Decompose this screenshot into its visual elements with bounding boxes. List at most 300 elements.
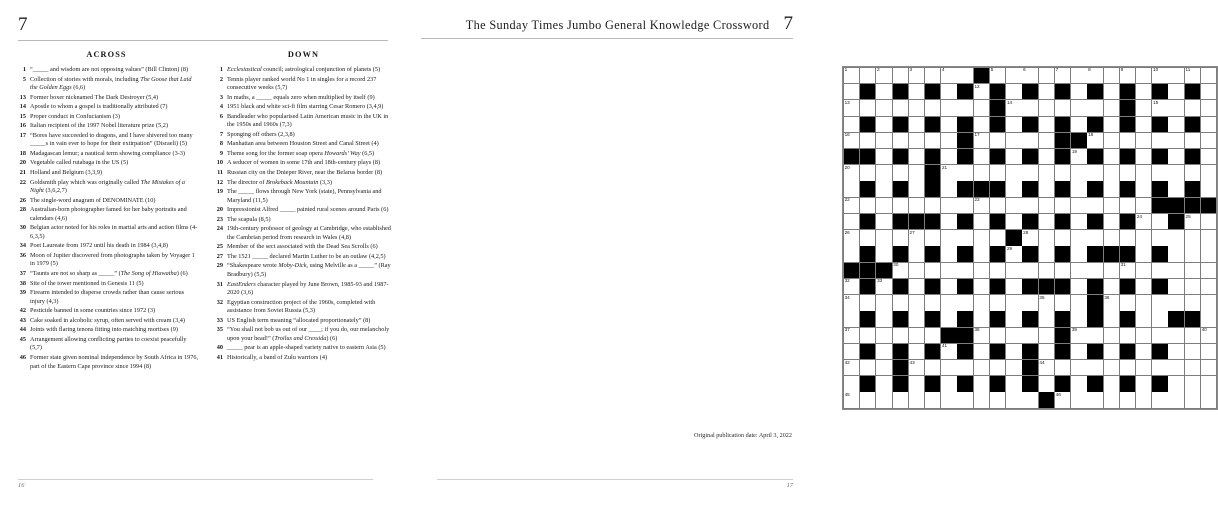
grid-letter-cell[interactable] — [1201, 133, 1216, 148]
grid-letter-cell[interactable] — [1201, 344, 1216, 359]
grid-letter-cell[interactable] — [909, 133, 924, 148]
grid-letter-cell[interactable] — [941, 392, 956, 407]
grid-letter-cell[interactable] — [893, 230, 908, 245]
grid-letter-cell[interactable] — [1104, 100, 1119, 115]
grid-letter-cell[interactable] — [844, 214, 859, 229]
grid-letter-cell[interactable] — [1185, 344, 1200, 359]
grid-letter-cell[interactable] — [1152, 230, 1167, 245]
grid-letter-cell[interactable] — [1104, 279, 1119, 294]
grid-letter-cell[interactable] — [844, 198, 859, 213]
grid-letter-cell[interactable] — [1136, 100, 1151, 115]
grid-letter-cell[interactable] — [957, 100, 972, 115]
grid-letter-cell[interactable] — [1168, 344, 1183, 359]
grid-letter-cell[interactable] — [1071, 311, 1086, 326]
grid-letter-cell[interactable] — [860, 360, 875, 375]
grid-letter-cell[interactable] — [1022, 198, 1037, 213]
grid-letter-cell[interactable] — [1006, 392, 1021, 407]
grid-letter-cell[interactable] — [1071, 149, 1086, 164]
grid-letter-cell[interactable] — [925, 360, 940, 375]
grid-letter-cell[interactable] — [844, 279, 859, 294]
grid-letter-cell[interactable] — [1006, 181, 1021, 196]
grid-letter-cell[interactable] — [1201, 230, 1216, 245]
grid-letter-cell[interactable] — [1006, 117, 1021, 132]
grid-letter-cell[interactable] — [1168, 181, 1183, 196]
grid-letter-cell[interactable] — [1006, 198, 1021, 213]
grid-letter-cell[interactable] — [974, 246, 989, 261]
clue-down-23[interactable] — [211, 216, 396, 225]
clue-across-43[interactable] — [14, 317, 199, 326]
grid-letter-cell[interactable] — [1168, 279, 1183, 294]
grid-letter-cell[interactable] — [1185, 246, 1200, 261]
clue-across-5[interactable] — [14, 76, 199, 93]
clue-across-16[interactable] — [14, 122, 199, 131]
grid-letter-cell[interactable] — [1185, 376, 1200, 391]
grid-letter-cell[interactable] — [925, 133, 940, 148]
grid-letter-cell[interactable] — [974, 279, 989, 294]
grid-letter-cell[interactable] — [844, 311, 859, 326]
grid-letter-cell[interactable] — [1104, 149, 1119, 164]
grid-letter-cell[interactable] — [1039, 117, 1054, 132]
grid-letter-cell[interactable] — [1022, 295, 1037, 310]
grid-letter-cell[interactable] — [1071, 181, 1086, 196]
clue-across-44[interactable] — [14, 326, 199, 335]
grid-letter-cell[interactable] — [1185, 263, 1200, 278]
grid-letter-cell[interactable] — [1039, 263, 1054, 278]
grid-letter-cell[interactable] — [974, 198, 989, 213]
grid-letter-cell[interactable] — [1006, 84, 1021, 99]
grid-letter-cell[interactable] — [844, 344, 859, 359]
grid-letter-cell[interactable] — [1006, 133, 1021, 148]
grid-letter-cell[interactable] — [1104, 295, 1119, 310]
clue-across-45[interactable] — [14, 336, 199, 353]
grid-letter-cell[interactable] — [974, 133, 989, 148]
grid-letter-cell[interactable] — [1168, 230, 1183, 245]
grid-letter-cell[interactable] — [1039, 100, 1054, 115]
grid-letter-cell[interactable] — [990, 133, 1005, 148]
clue-down-27[interactable] — [211, 253, 396, 262]
grid-letter-cell[interactable] — [941, 214, 956, 229]
grid-letter-cell[interactable] — [1039, 360, 1054, 375]
grid-letter-cell[interactable] — [909, 263, 924, 278]
grid-letter-cell[interactable] — [1006, 295, 1021, 310]
clue-across-36[interactable] — [14, 252, 199, 269]
clue-down-19[interactable] — [211, 188, 396, 205]
grid-letter-cell[interactable] — [1022, 68, 1037, 83]
grid-letter-cell[interactable] — [925, 392, 940, 407]
grid-letter-cell[interactable] — [941, 100, 956, 115]
clue-down-2[interactable] — [211, 76, 396, 93]
grid-letter-cell[interactable] — [1039, 149, 1054, 164]
grid-letter-cell[interactable] — [1071, 279, 1086, 294]
grid-letter-cell[interactable] — [1104, 311, 1119, 326]
grid-letter-cell[interactable] — [1104, 214, 1119, 229]
grid-letter-cell[interactable] — [893, 68, 908, 83]
grid-letter-cell[interactable] — [1120, 198, 1135, 213]
grid-letter-cell[interactable] — [1201, 311, 1216, 326]
grid-letter-cell[interactable] — [860, 198, 875, 213]
grid-letter-cell[interactable] — [974, 100, 989, 115]
clue-down-7[interactable] — [211, 131, 396, 140]
grid-letter-cell[interactable] — [974, 117, 989, 132]
clue-down-33[interactable] — [211, 317, 396, 326]
grid-letter-cell[interactable] — [1022, 133, 1037, 148]
grid-letter-cell[interactable] — [990, 295, 1005, 310]
grid-letter-cell[interactable] — [1136, 181, 1151, 196]
grid-letter-cell[interactable] — [844, 100, 859, 115]
grid-letter-cell[interactable] — [909, 360, 924, 375]
grid-letter-cell[interactable] — [1201, 68, 1216, 83]
grid-letter-cell[interactable] — [1136, 165, 1151, 180]
grid-letter-cell[interactable] — [1006, 100, 1021, 115]
grid-letter-cell[interactable] — [1136, 117, 1151, 132]
grid-letter-cell[interactable] — [925, 328, 940, 343]
grid-letter-cell[interactable] — [1185, 165, 1200, 180]
grid-letter-cell[interactable] — [1168, 295, 1183, 310]
grid-letter-cell[interactable] — [876, 84, 891, 99]
clue-down-32[interactable] — [211, 299, 396, 316]
grid-letter-cell[interactable] — [941, 165, 956, 180]
clue-down-9[interactable] — [211, 150, 396, 159]
grid-letter-cell[interactable] — [1152, 295, 1167, 310]
grid-letter-cell[interactable] — [909, 68, 924, 83]
grid-letter-cell[interactable] — [876, 165, 891, 180]
clue-across-17[interactable] — [14, 132, 199, 149]
grid-letter-cell[interactable] — [1071, 214, 1086, 229]
grid-letter-cell[interactable] — [1104, 344, 1119, 359]
grid-letter-cell[interactable] — [1104, 133, 1119, 148]
grid-letter-cell[interactable] — [1136, 360, 1151, 375]
grid-letter-cell[interactable] — [1185, 214, 1200, 229]
grid-letter-cell[interactable] — [876, 392, 891, 407]
grid-letter-cell[interactable] — [1185, 230, 1200, 245]
clue-across-14[interactable] — [14, 103, 199, 112]
grid-letter-cell[interactable] — [1104, 328, 1119, 343]
grid-letter-cell[interactable] — [1039, 68, 1054, 83]
grid-letter-cell[interactable] — [990, 230, 1005, 245]
grid-letter-cell[interactable] — [1071, 100, 1086, 115]
grid-letter-cell[interactable] — [1071, 263, 1086, 278]
grid-letter-cell[interactable] — [1136, 230, 1151, 245]
grid-letter-cell[interactable] — [974, 328, 989, 343]
clue-down-25[interactable] — [211, 243, 396, 252]
grid-letter-cell[interactable] — [941, 311, 956, 326]
clue-across-37[interactable] — [14, 270, 199, 279]
grid-letter-cell[interactable] — [1136, 279, 1151, 294]
clue-down-11[interactable] — [211, 169, 396, 178]
grid-letter-cell[interactable] — [1055, 392, 1070, 407]
clue-across-39[interactable] — [14, 289, 199, 306]
grid-letter-cell[interactable] — [1104, 181, 1119, 196]
grid-letter-cell[interactable] — [1055, 198, 1070, 213]
grid-letter-cell[interactable] — [844, 230, 859, 245]
grid-letter-cell[interactable] — [925, 295, 940, 310]
clue-across-42[interactable] — [14, 307, 199, 316]
clue-down-41[interactable] — [211, 354, 396, 363]
clue-down-31[interactable] — [211, 281, 396, 298]
grid-letter-cell[interactable] — [1136, 263, 1151, 278]
grid-letter-cell[interactable] — [1136, 198, 1151, 213]
clue-across-13[interactable] — [14, 94, 199, 103]
grid-letter-cell[interactable] — [1087, 68, 1102, 83]
clue-across-1[interactable] — [14, 66, 199, 75]
grid-letter-cell[interactable] — [876, 149, 891, 164]
grid-letter-cell[interactable] — [1071, 392, 1086, 407]
grid-letter-cell[interactable] — [957, 230, 972, 245]
grid-letter-cell[interactable] — [1006, 68, 1021, 83]
grid-letter-cell[interactable] — [1201, 100, 1216, 115]
grid-letter-cell[interactable] — [1104, 263, 1119, 278]
grid-letter-cell[interactable] — [925, 230, 940, 245]
grid-letter-cell[interactable] — [909, 117, 924, 132]
grid-letter-cell[interactable] — [1201, 392, 1216, 407]
grid-letter-cell[interactable] — [974, 263, 989, 278]
grid-letter-cell[interactable] — [1039, 133, 1054, 148]
grid-letter-cell[interactable] — [1055, 230, 1070, 245]
grid-letter-cell[interactable] — [1087, 360, 1102, 375]
clue-across-46[interactable] — [14, 354, 199, 371]
grid-letter-cell[interactable] — [1168, 328, 1183, 343]
grid-letter-cell[interactable] — [1039, 328, 1054, 343]
grid-letter-cell[interactable] — [876, 328, 891, 343]
grid-letter-cell[interactable] — [1168, 68, 1183, 83]
grid-letter-cell[interactable] — [909, 181, 924, 196]
grid-letter-cell[interactable] — [893, 263, 908, 278]
grid-letter-cell[interactable] — [1087, 263, 1102, 278]
grid-letter-cell[interactable] — [1104, 84, 1119, 99]
grid-letter-cell[interactable] — [1039, 376, 1054, 391]
grid-letter-cell[interactable] — [1039, 230, 1054, 245]
clue-across-20[interactable] — [14, 159, 199, 168]
grid-letter-cell[interactable] — [1120, 295, 1135, 310]
grid-letter-cell[interactable] — [876, 198, 891, 213]
grid-letter-cell[interactable] — [1136, 328, 1151, 343]
grid-letter-cell[interactable] — [1120, 68, 1135, 83]
grid-letter-cell[interactable] — [1022, 263, 1037, 278]
grid-letter-cell[interactable] — [844, 246, 859, 261]
grid-letter-cell[interactable] — [1022, 328, 1037, 343]
grid-letter-cell[interactable] — [1039, 84, 1054, 99]
grid-letter-cell[interactable] — [1022, 100, 1037, 115]
grid-letter-cell[interactable] — [974, 230, 989, 245]
grid-letter-cell[interactable] — [1152, 165, 1167, 180]
grid-letter-cell[interactable] — [860, 392, 875, 407]
grid-letter-cell[interactable] — [1006, 165, 1021, 180]
grid-letter-cell[interactable] — [974, 84, 989, 99]
grid-letter-cell[interactable] — [1168, 165, 1183, 180]
grid-letter-cell[interactable] — [1168, 376, 1183, 391]
grid-letter-cell[interactable] — [1087, 198, 1102, 213]
clue-down-8[interactable] — [211, 140, 396, 149]
clue-down-4[interactable] — [211, 103, 396, 112]
grid-letter-cell[interactable] — [1120, 133, 1135, 148]
grid-letter-cell[interactable] — [1185, 100, 1200, 115]
grid-letter-cell[interactable] — [1104, 117, 1119, 132]
grid-letter-cell[interactable] — [844, 376, 859, 391]
grid-letter-cell[interactable] — [876, 295, 891, 310]
grid-letter-cell[interactable] — [893, 295, 908, 310]
grid-letter-cell[interactable] — [1201, 214, 1216, 229]
grid-letter-cell[interactable] — [1201, 376, 1216, 391]
grid-letter-cell[interactable] — [1168, 100, 1183, 115]
grid-letter-cell[interactable] — [844, 392, 859, 407]
grid-letter-cell[interactable] — [1022, 165, 1037, 180]
grid-letter-cell[interactable] — [974, 214, 989, 229]
grid-letter-cell[interactable] — [1071, 84, 1086, 99]
clue-across-38[interactable] — [14, 280, 199, 289]
grid-letter-cell[interactable] — [957, 165, 972, 180]
grid-letter-cell[interactable] — [1152, 100, 1167, 115]
grid-letter-cell[interactable] — [1039, 165, 1054, 180]
grid-letter-cell[interactable] — [1168, 133, 1183, 148]
grid-letter-cell[interactable] — [1087, 392, 1102, 407]
grid-letter-cell[interactable] — [1120, 328, 1135, 343]
grid-letter-cell[interactable] — [909, 295, 924, 310]
grid-letter-cell[interactable] — [1087, 100, 1102, 115]
grid-letter-cell[interactable] — [1039, 344, 1054, 359]
grid-letter-cell[interactable] — [893, 328, 908, 343]
grid-letter-cell[interactable] — [844, 84, 859, 99]
grid-letter-cell[interactable] — [941, 279, 956, 294]
clue-down-29[interactable] — [211, 262, 396, 279]
grid-letter-cell[interactable] — [957, 360, 972, 375]
grid-letter-cell[interactable] — [1201, 149, 1216, 164]
grid-letter-cell[interactable] — [876, 246, 891, 261]
grid-letter-cell[interactable] — [1039, 246, 1054, 261]
clue-across-30[interactable] — [14, 224, 199, 241]
grid-letter-cell[interactable] — [1152, 68, 1167, 83]
clue-down-1[interactable] — [211, 66, 396, 75]
grid-letter-cell[interactable] — [893, 100, 908, 115]
grid-letter-cell[interactable] — [1022, 392, 1037, 407]
grid-letter-cell[interactable] — [1120, 230, 1135, 245]
grid-letter-cell[interactable] — [1039, 198, 1054, 213]
grid-letter-cell[interactable] — [876, 117, 891, 132]
grid-letter-cell[interactable] — [1201, 360, 1216, 375]
grid-letter-cell[interactable] — [1104, 392, 1119, 407]
grid-letter-cell[interactable] — [860, 100, 875, 115]
grid-letter-cell[interactable] — [876, 311, 891, 326]
grid-letter-cell[interactable] — [990, 198, 1005, 213]
grid-letter-cell[interactable] — [990, 68, 1005, 83]
grid-letter-cell[interactable] — [1006, 376, 1021, 391]
grid-letter-cell[interactable] — [860, 133, 875, 148]
grid-letter-cell[interactable] — [941, 246, 956, 261]
grid-letter-cell[interactable] — [1201, 263, 1216, 278]
grid-letter-cell[interactable] — [844, 68, 859, 83]
grid-letter-cell[interactable] — [974, 149, 989, 164]
clue-across-26[interactable] — [14, 197, 199, 206]
grid-letter-cell[interactable] — [957, 392, 972, 407]
grid-letter-cell[interactable] — [860, 165, 875, 180]
grid-letter-cell[interactable] — [941, 181, 956, 196]
grid-letter-cell[interactable] — [893, 198, 908, 213]
clue-across-28[interactable] — [14, 206, 199, 223]
grid-letter-cell[interactable] — [1152, 133, 1167, 148]
grid-letter-cell[interactable] — [1006, 214, 1021, 229]
clue-down-24[interactable] — [211, 225, 396, 242]
grid-letter-cell[interactable] — [974, 165, 989, 180]
grid-letter-cell[interactable] — [1039, 214, 1054, 229]
grid-letter-cell[interactable] — [844, 165, 859, 180]
grid-letter-cell[interactable] — [1039, 295, 1054, 310]
grid-letter-cell[interactable] — [1185, 68, 1200, 83]
clue-across-22[interactable] — [14, 179, 199, 196]
grid-letter-cell[interactable] — [1185, 392, 1200, 407]
grid-letter-cell[interactable] — [1104, 376, 1119, 391]
grid-letter-cell[interactable] — [1152, 263, 1167, 278]
grid-letter-cell[interactable] — [1201, 165, 1216, 180]
grid-letter-cell[interactable] — [1055, 263, 1070, 278]
grid-letter-cell[interactable] — [1185, 328, 1200, 343]
grid-letter-cell[interactable] — [941, 133, 956, 148]
grid-letter-cell[interactable] — [1071, 165, 1086, 180]
grid-letter-cell[interactable] — [925, 263, 940, 278]
grid-letter-cell[interactable] — [990, 392, 1005, 407]
grid-letter-cell[interactable] — [1071, 360, 1086, 375]
grid-letter-cell[interactable] — [909, 149, 924, 164]
grid-letter-cell[interactable] — [1136, 149, 1151, 164]
grid-letter-cell[interactable] — [1055, 100, 1070, 115]
grid-letter-cell[interactable] — [1201, 181, 1216, 196]
grid-letter-cell[interactable] — [1201, 84, 1216, 99]
clue-down-3[interactable] — [211, 94, 396, 103]
grid-letter-cell[interactable] — [1087, 230, 1102, 245]
grid-letter-cell[interactable] — [909, 344, 924, 359]
grid-letter-cell[interactable] — [1152, 392, 1167, 407]
grid-letter-cell[interactable] — [876, 344, 891, 359]
grid-letter-cell[interactable] — [957, 198, 972, 213]
grid-letter-cell[interactable] — [1168, 246, 1183, 261]
grid-letter-cell[interactable] — [1185, 295, 1200, 310]
grid-letter-cell[interactable] — [1136, 392, 1151, 407]
grid-letter-cell[interactable] — [1201, 328, 1216, 343]
grid-letter-cell[interactable] — [876, 68, 891, 83]
grid-letter-cell[interactable] — [1152, 360, 1167, 375]
grid-letter-cell[interactable] — [1087, 328, 1102, 343]
grid-letter-cell[interactable] — [974, 344, 989, 359]
grid-letter-cell[interactable] — [1136, 376, 1151, 391]
grid-letter-cell[interactable] — [860, 328, 875, 343]
grid-letter-cell[interactable] — [909, 84, 924, 99]
grid-letter-cell[interactable] — [925, 100, 940, 115]
grid-letter-cell[interactable] — [1136, 68, 1151, 83]
grid-letter-cell[interactable] — [1039, 181, 1054, 196]
grid-letter-cell[interactable] — [1120, 263, 1135, 278]
grid-letter-cell[interactable] — [1006, 279, 1021, 294]
grid-letter-cell[interactable] — [844, 181, 859, 196]
grid-letter-cell[interactable] — [1152, 214, 1167, 229]
grid-letter-cell[interactable] — [1071, 230, 1086, 245]
grid-letter-cell[interactable] — [909, 279, 924, 294]
grid-letter-cell[interactable] — [860, 230, 875, 245]
grid-letter-cell[interactable] — [941, 263, 956, 278]
grid-letter-cell[interactable] — [1168, 149, 1183, 164]
grid-letter-cell[interactable] — [990, 328, 1005, 343]
grid-letter-cell[interactable] — [1087, 133, 1102, 148]
grid-letter-cell[interactable] — [1104, 198, 1119, 213]
grid-letter-cell[interactable] — [844, 295, 859, 310]
grid-letter-cell[interactable] — [974, 311, 989, 326]
grid-letter-cell[interactable] — [941, 295, 956, 310]
grid-letter-cell[interactable] — [1136, 344, 1151, 359]
grid-letter-cell[interactable] — [941, 117, 956, 132]
grid-letter-cell[interactable] — [1071, 295, 1086, 310]
grid-letter-cell[interactable] — [1006, 149, 1021, 164]
grid-letter-cell[interactable] — [1201, 246, 1216, 261]
grid-letter-cell[interactable] — [1168, 263, 1183, 278]
clue-across-15[interactable] — [14, 113, 199, 122]
grid-letter-cell[interactable] — [860, 295, 875, 310]
